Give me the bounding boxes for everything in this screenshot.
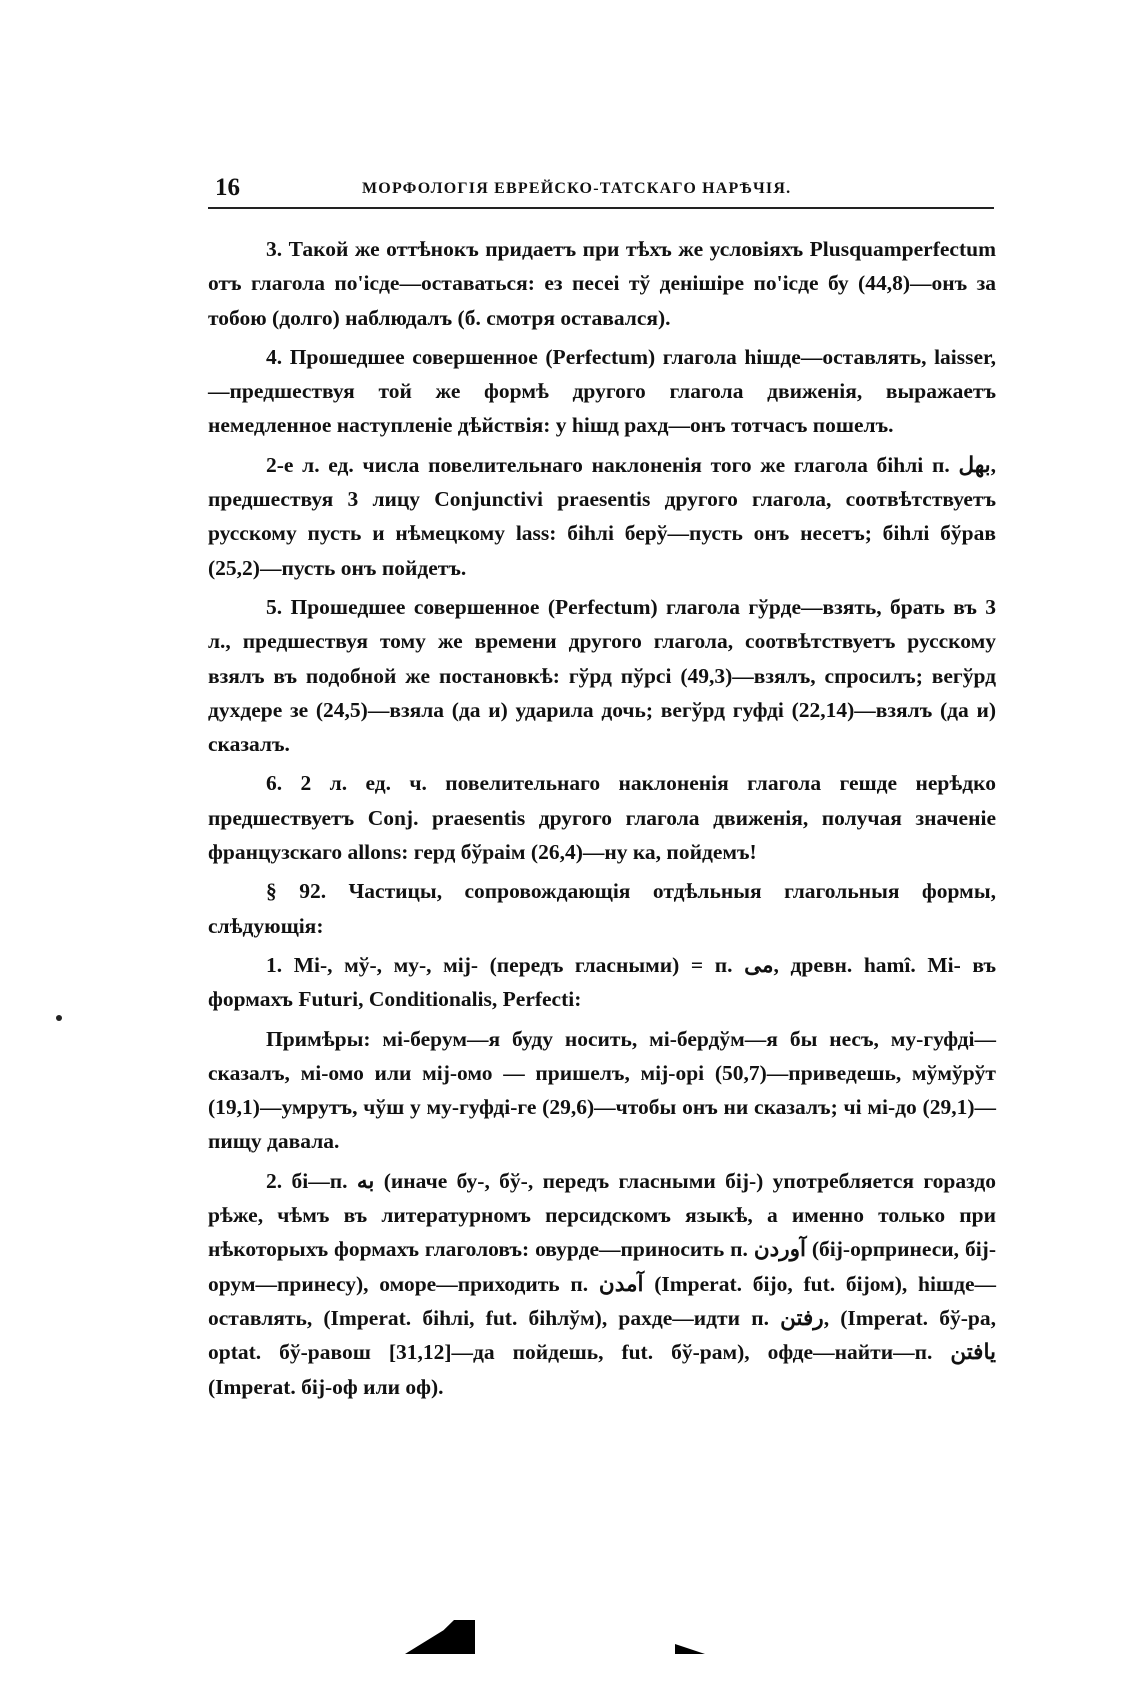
paragraph-examples: Примѣры: мі-берум—я буду носить, мі-бердўм—я бы несъ, му-гуфді—сказалъ, мі-омо или мiј-омо — пришелъ, мiј-орі (50,7)—приведешь, мўмўрўт (19,1)—умрутъ, чўш у му-гуфді-ге (29,6)—чтобы онъ ни сказалъ; чі мі-до (29,1)—пищу давала. xyxy=(208,1026,996,1154)
paragraph-verb-5: 5. Прошедшее совершенное (Perfectum) глагола гўрде—взять, брать въ 3 л., предшествуя тому же времени другого глагола, соотвѣтствуетъ русскому взялъ въ подобной же постановкѣ: гўрд пўрсі (49,3)—взялъ, спросилъ; вегўрд духдере зе (24,5)—взяла (да и) ударила дочь; вегўрд гуфді (22,14)—взялъ (да и) сказалъ. xyxy=(208,594,996,757)
paragraph-particle-1: 1. Мі-, мў-, му-, мiј- (передъ гласными) = п. مى, древн. hamî. Мі- въ формахъ Futuri, Conditionalis, Perfecti: xyxy=(208,952,996,1012)
section-92-heading: § 92. Частицы, сопровождающія отдѣльныя глагольныя формы, слѣдующія: xyxy=(208,879,996,938)
running-title: МОРФОЛОГІЯ ЕВРЕЙСКО-ТАТСКАГО НАРѢЧІЯ. xyxy=(362,180,792,197)
paragraph-verb-4: 4. Прошедшее совершенное (Perfectum) глагола hішде—оставлять, laisser,—предшествуя той же формѣ другого глагола движенія, выражаетъ немедленное наступленіе дѣйствія: у hішд рахд—онъ тотчасъ пошелъ. xyxy=(208,344,996,438)
page-number: 16 xyxy=(215,174,240,201)
margin-dot xyxy=(56,1015,62,1021)
ink-blot xyxy=(405,1620,475,1654)
paragraph-particle-2: 2. бі—п. به (иначе бу-, бў-, передъ гласными бiј-) употребляется гораздо рѣже, чѣмъ въ литературномъ персидскомъ языкѣ, а именно только при нѣкоторыхъ формахъ глаголовъ: овурде—приносить п. آوردن (бiј-орпринеси, бiј-орум—принесу), оморе—приходить п. آمدن (Imperat. біјо, fut. біјом), hішде—оставлять, (Imperat. біhлі, fut. біhлўм), рахде—идти п. رفتن, (Imperat. бў-ра, optat. бў-равош [31,12]—да пойдешь, fut. бў-рам), офде—найти—п. يافتن (Imperat. бiј-оф или оф). xyxy=(208,1168,996,1399)
ink-blot xyxy=(675,1644,705,1654)
body-text xyxy=(208,232,996,1409)
paragraph-verb-3: 3. Такой же оттѣнокъ придаетъ при тѣхъ же условіяхъ Plusquamperfectum отъ глагола по'ісде—оставаться: ез песеі тў денішіре по'ісде бу (44,8)—онъ за тобою (долго) наблюдалъ (б. смотря оставался). xyxy=(208,237,996,330)
paragraph-verb-4-imperative: 2-е л. ед. числа повелительнаго наклоненія того же глагола біhлі п. بهل, предшествуя 3 лицу Conjunctivi praesentis другого глагола, соотвѣтствуетъ русскому пусть и нѣмецкому lass: біhлі берў—пусть онъ несетъ; біhлі бўрав (25,2)—пусть онъ пойдетъ. xyxy=(208,452,996,580)
header-rule xyxy=(208,207,994,209)
paragraph-verb-6: 6. 2 л. ед. ч. повелительнаго наклоненія глагола гешде нерѣдко предшествуетъ Conj. praesentis другого глагола движенія, получая значеніе французскаго allons: герд бўраім (26,4)—ну ка, пойдемъ! xyxy=(208,771,996,865)
